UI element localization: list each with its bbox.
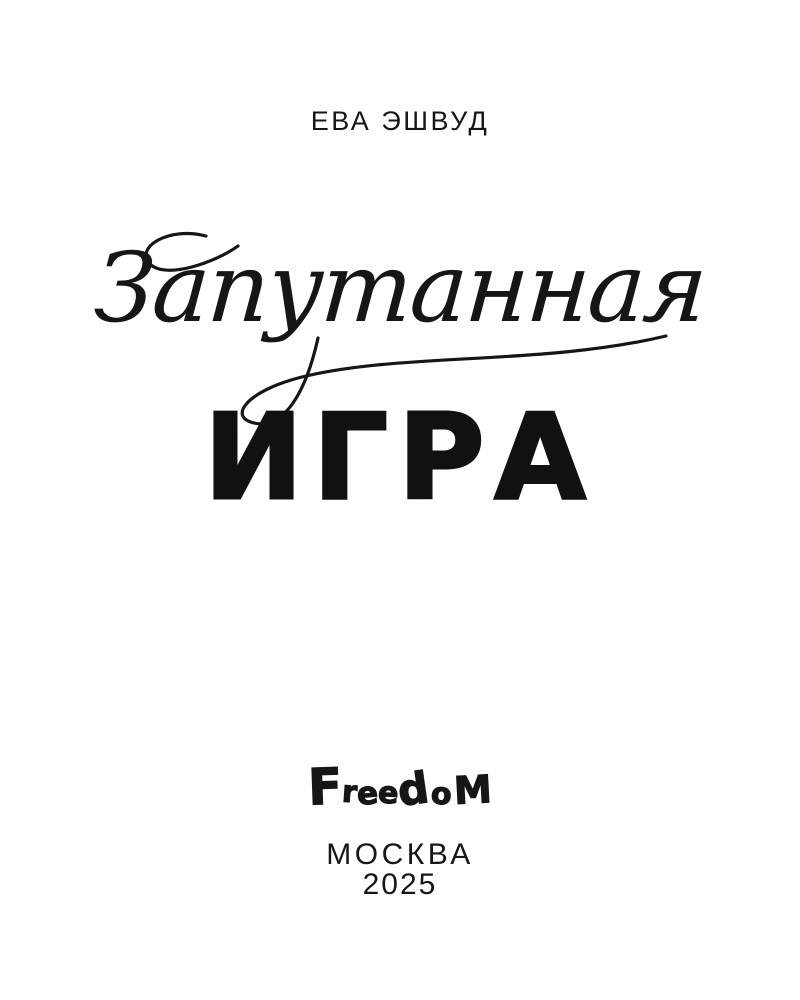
publisher-city: МОСКВА [326, 838, 474, 871]
logo-letter: e [376, 775, 400, 812]
book-title-main: ИГРА [204, 388, 596, 526]
author-name: ЕВА ЭШВУД [310, 106, 490, 136]
logo-letter: d [394, 763, 433, 817]
logo-letter: o [429, 776, 453, 813]
book-title-script: Запутанная [91, 232, 710, 344]
publisher-logo-freedom [0, 757, 800, 824]
logo-letter: F [306, 757, 343, 817]
logo-letter: M [453, 767, 494, 813]
logo-letter: e [355, 775, 380, 813]
publication-year: 2025 [362, 868, 438, 901]
logo-letter: r [340, 774, 359, 811]
